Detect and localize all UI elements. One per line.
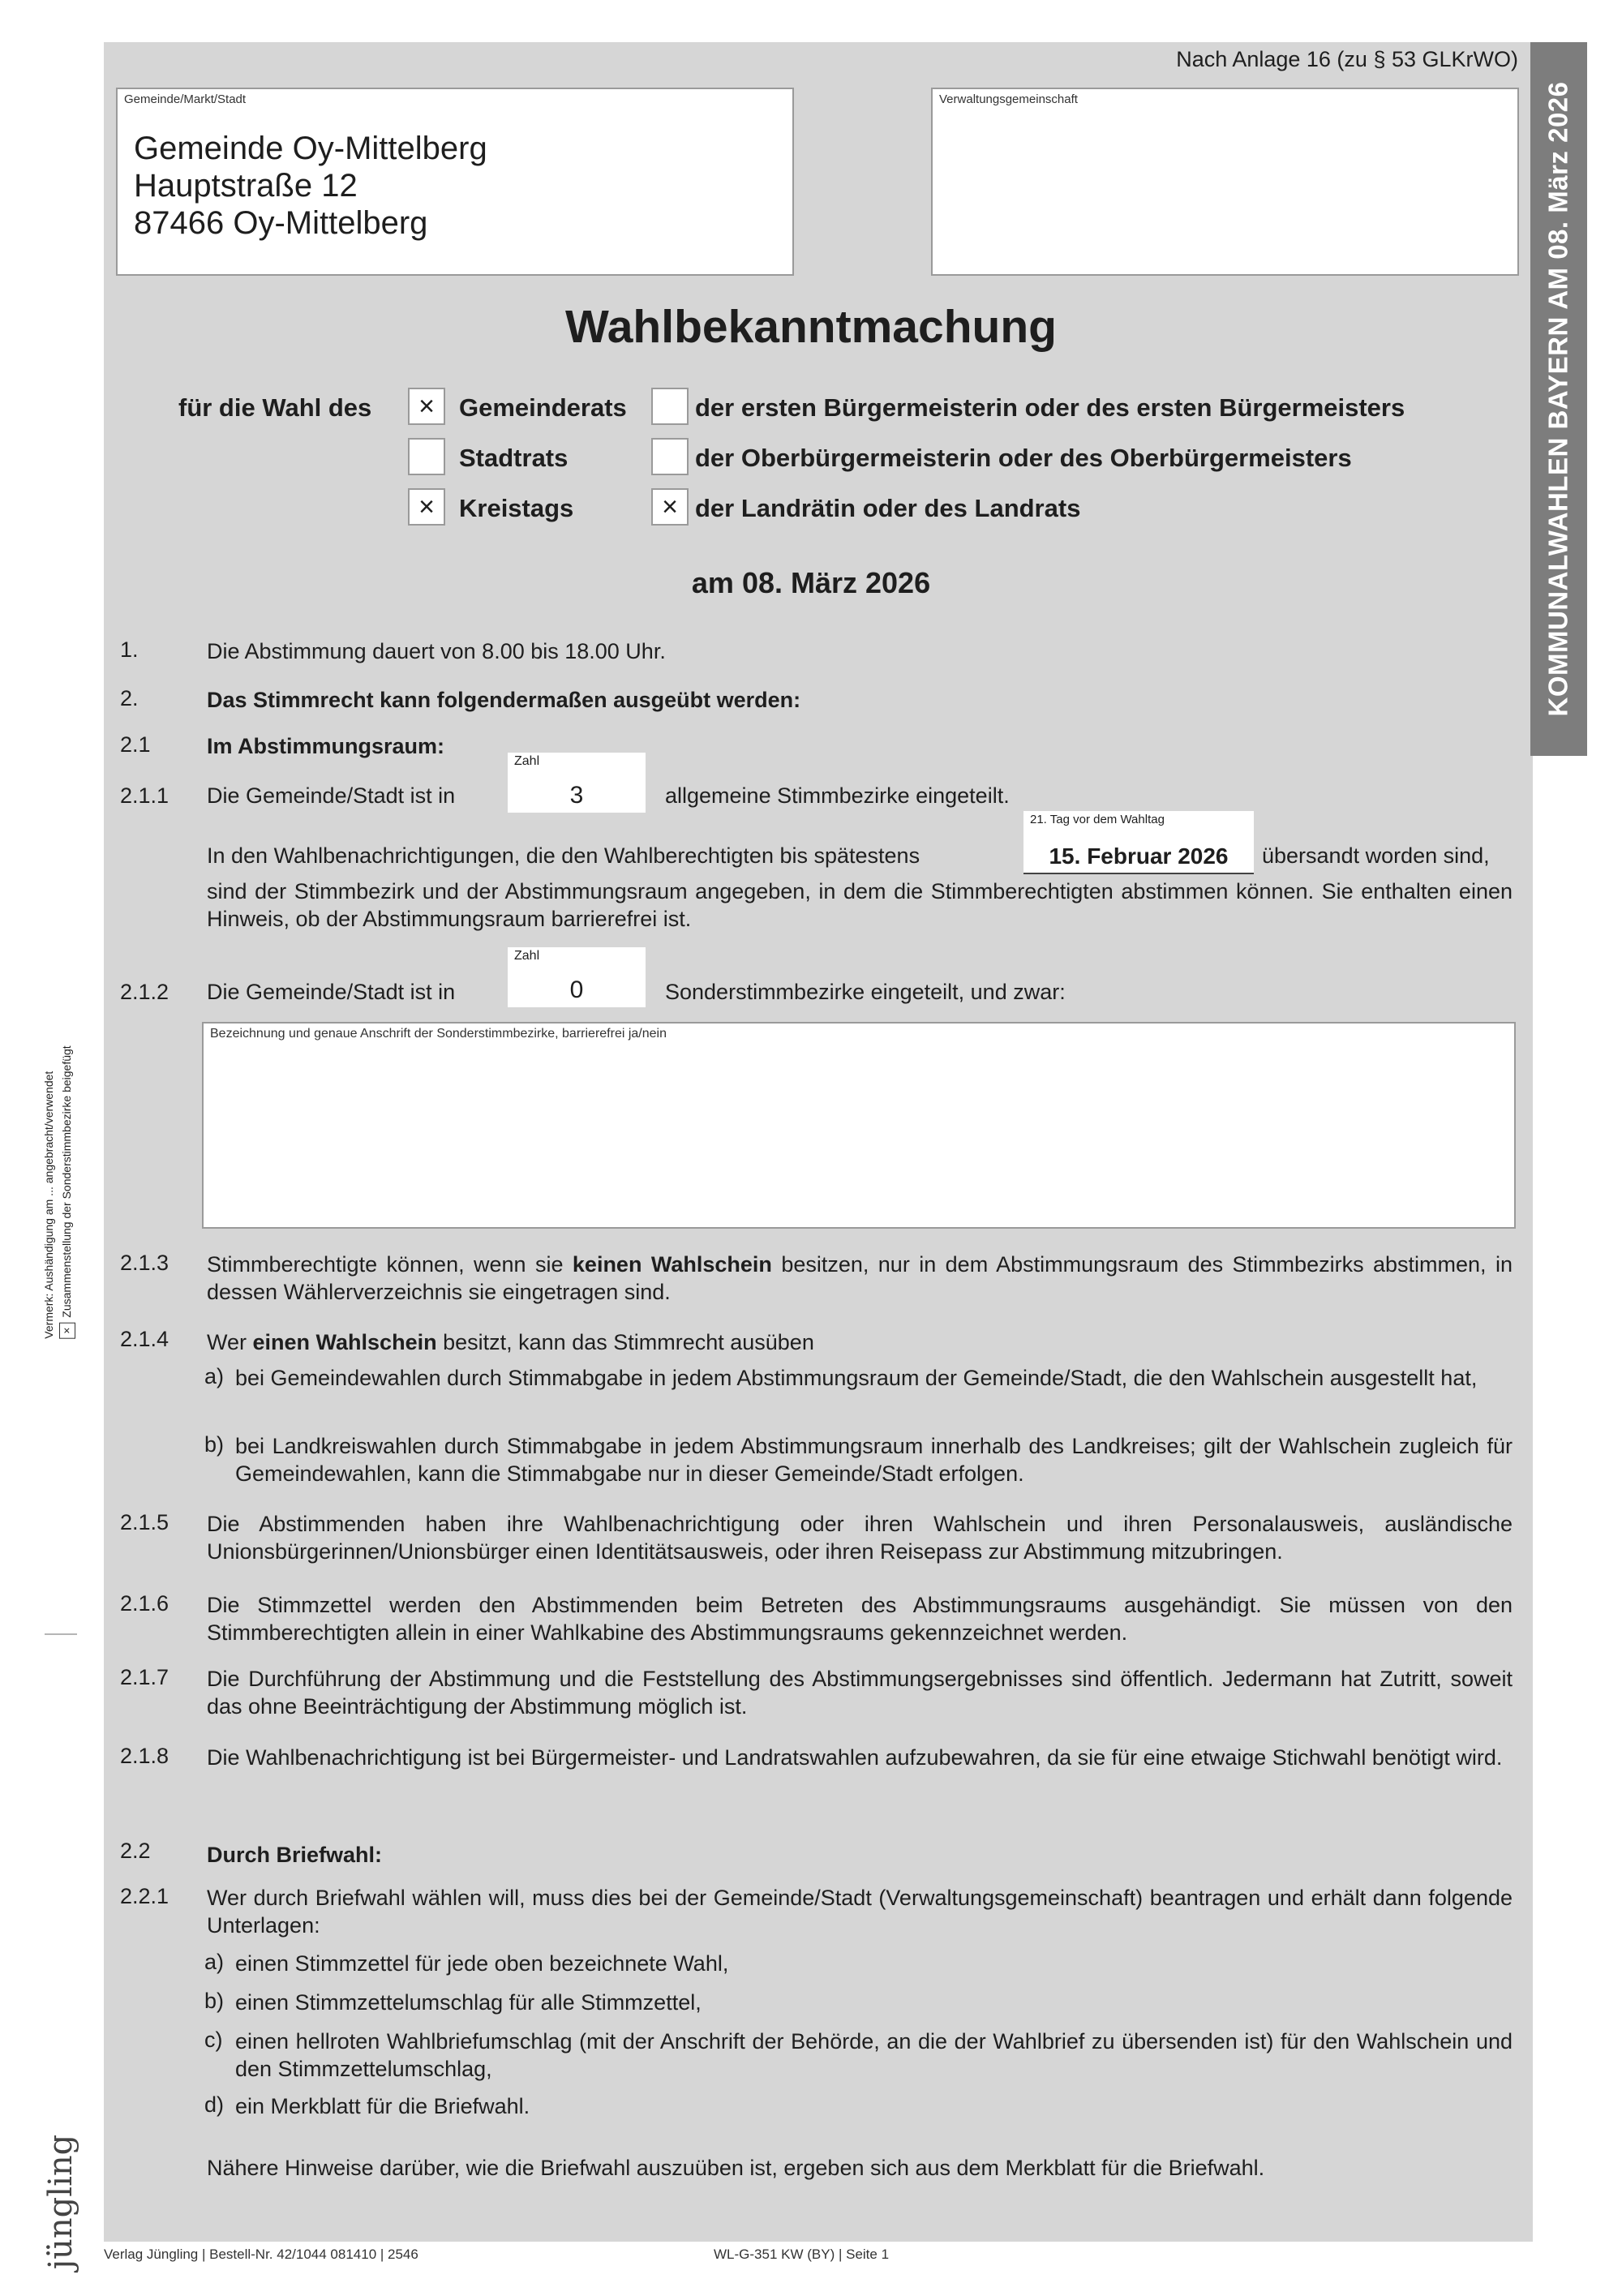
section-2-2-1-b-label: b): [204, 1989, 225, 2013]
section-2-1-6-text: Die Stimmzettel werden den Abstimmenden beim Betreten des Abstimmungsraums ausgehändigt. Sie müssen von den Stimmberechtigten allein in einer Wahlkabine des Abstimmungsraums gekennzeichnet werden.: [207, 1593, 1513, 1645]
section-2-1-3-part3: besitzen, nur in dem Abstimmungsraum des Stimmbezirks abstimmen, in dessen Wählerverzeichnis sie eingetragen sind.: [207, 1252, 1513, 1304]
footer-form-id: WL-G-351 KW (BY) | Seite 1: [714, 2247, 890, 2262]
section-2-1-4-number: 2.1.4: [120, 1327, 169, 1351]
section-2-1-3-number: 2.1.3: [120, 1251, 169, 1275]
notification-deadline-field[interactable]: [1023, 811, 1254, 874]
checkbox-oberbuergermeister[interactable]: [651, 438, 689, 475]
section-2-number: 2.: [120, 686, 139, 710]
section-2-1-4-part3: besitzt, kann das Stimmrecht ausüben: [443, 1330, 814, 1354]
notification-text-prefix: In den Wahlbenachrichtigungen, die den Wahlberechtigten bis spätestens: [207, 843, 920, 868]
section-2-1-number: 2.1: [120, 732, 151, 757]
section-2-1-1-number: 2.1.1: [120, 783, 169, 808]
special-district-box-label: Bezeichnung und genaue Anschrift der Sonderstimmbezirke, barrierefrei ja/nein: [210, 1027, 667, 1041]
admin-community-box: [931, 88, 1519, 276]
notification-text-suffix: übersandt worden sind,: [1262, 843, 1490, 868]
address-line-2: Hauptstraße 12: [134, 168, 358, 204]
notification-deadline-value: 15. Februar 2026: [1049, 843, 1229, 869]
section-2-1-4-a-text: bei Gemeindewahlen durch Stimmabgabe in jedem Abstimmungsraum der Gemeinde/Stadt, die den Wahlschein ausgestellt hat,: [235, 1366, 1478, 1390]
section-2-2-1-c-text: einen hellroten Wahlbriefumschlag (mit der Anschrift der Behörde, an die der Wahlbrief zu übersenden ist) für den Wahlschein und den Stimmzettelumschlag,: [235, 2029, 1513, 2081]
section-2-1-4-b-text: bei Landkreiswahlen durch Stimmabgabe in jedem Abstimmungsraum innerhalb des Landkreises; gilt der Wahlschein zugleich für Gemeindewahlen, kann die Stimmabgabe nur in dieser Gemeinde/Stadt erfolgen.: [235, 1434, 1513, 1486]
publisher-logo-text: jüngling: [42, 2134, 79, 2270]
section-2-1-6-number: 2.1.6: [120, 1591, 169, 1616]
label-landrat: der Landrätin oder des Landrats: [695, 494, 1081, 522]
left-note-line-2: [58, 1045, 75, 1338]
section-2-1-3-emphasis: keinen Wahlschein: [572, 1252, 772, 1277]
section-2-1-text: Im Abstimmungsraum:: [207, 734, 445, 758]
special-district-prefix: Die Gemeinde/Stadt ist in: [207, 980, 456, 1004]
notification-text-rest: sind der Stimmbezirk und der Abstimmungsraum angegeben, in dem die Stimmberechtigten abstimmen können. Sie enthalten einen Hinweis, ob der Abstimmungsraum barrierefrei ist.: [207, 879, 1513, 931]
side-banner: [1530, 42, 1587, 756]
section-2-1-3-part1: Stimmberechtigte können, wenn sie: [207, 1252, 564, 1277]
district-count-label: Zahl: [514, 754, 540, 768]
municipality-box: [116, 88, 794, 276]
left-margin-note: [31, 961, 84, 1423]
district-count-suffix: allgemeine Stimmbezirke eingeteilt.: [665, 783, 1010, 808]
election-date: am 08. März 2026: [691, 566, 931, 599]
left-note-line-1: Vermerk: Aushändigung am ... angebracht/verwendet: [41, 1071, 55, 1339]
checkbox-stadtrat[interactable]: [408, 438, 445, 475]
section-2-1-4-part1: Wer: [207, 1330, 247, 1354]
section-2-1-2-number: 2.1.2: [120, 980, 169, 1004]
special-district-count-label: Zahl: [514, 949, 540, 963]
section-2-2-1-d-text: ein Merkblatt für die Briefwahl.: [235, 2094, 530, 2118]
section-2-1-5-number: 2.1.5: [120, 1510, 169, 1534]
notification-deadline-label: 21. Tag vor dem Wahltag: [1030, 813, 1165, 826]
section-1-number: 1.: [120, 637, 139, 662]
left-margin-note-text: [40, 1045, 75, 1338]
label-gemeinderat: Gemeinderats: [459, 393, 627, 422]
checkbox-kreistag[interactable]: ×: [408, 488, 445, 526]
section-2-1-5-text: Die Abstimmenden haben ihre Wahlbenachrichtigung oder ihren Wahlschein und ihren Personalausweis, ausländische Unionsbürgerinnen/Unionsbürger einen Identitätsausweis, oder ihren Reisepass zur Abstimmung mitzubringen.: [207, 1512, 1513, 1564]
side-banner-text: KOMMUNALWAHLEN BAYERN AM 08. März 2026: [1543, 81, 1573, 717]
section-2-1-8-text: Die Wahlbenachrichtigung ist bei Bürgermeister- und Landratswahlen aufzubewahren, da sie für eine etwaige Stichwahl benötigt wird.: [207, 1745, 1503, 1770]
document-title: Wahlbekanntmachung: [565, 301, 1057, 353]
section-2-2-text: Durch Briefwahl:: [207, 1843, 383, 1867]
section-2-text: Das Stimmrecht kann folgendermaßen ausgeübt werden:: [207, 688, 801, 712]
annex-reference: Nach Anlage 16 (zu § 53 GLKrWO): [1176, 47, 1518, 71]
special-district-suffix: Sonderstimmbezirke eingeteilt, und zwar:: [665, 980, 1066, 1004]
district-count-prefix: Die Gemeinde/Stadt ist in: [207, 783, 456, 808]
section-2-2-1-number: 2.2.1: [120, 1884, 169, 1908]
section-2-1-8-number: 2.1.8: [120, 1744, 169, 1768]
section-2-1-4-b-label: b): [204, 1432, 225, 1457]
footer-publisher: Verlag Jüngling | Bestell-Nr. 42/1044 081410 | 2546: [104, 2247, 418, 2262]
label-stadtrat: Stadtrats: [459, 444, 569, 472]
section-2-1-4-emphasis: einen Wahlschein: [252, 1330, 437, 1354]
section-2-2-1-c-label: c): [204, 2028, 223, 2052]
checkbox-gemeinderat[interactable]: ×: [408, 388, 445, 425]
section-2-1-4-a-label: a): [204, 1364, 225, 1388]
special-district-box[interactable]: [202, 1022, 1516, 1229]
section-2-1-7-text: Die Durchführung der Abstimmung und die Feststellung des Abstimmungsergebnisses sind öffentlich. Jedermann hat Zutritt, soweit das ohne Beeinträchtigung der Abstimmung möglich ist.: [207, 1667, 1513, 1719]
label-oberbuergermeister: der Oberbürgermeisterin oder des Oberbürgermeisters: [695, 444, 1352, 472]
left-note-line-2-text: Zusammenstellung der Sonderstimmbezirke beigefügt: [59, 1045, 73, 1318]
checkbox-landrat[interactable]: ×: [651, 488, 689, 526]
section-2-2-1-text: Wer durch Briefwahl wählen will, muss dies bei der Gemeinde/Stadt (Verwaltungsgemeinschaft) beantragen und erhält dann folgende Unterlagen:: [207, 1886, 1513, 1938]
section-2-2-number: 2.2: [120, 1839, 151, 1863]
section-2-1-7-number: 2.1.7: [120, 1665, 169, 1689]
section-2-2-1-d-label: d): [204, 2092, 225, 2117]
margin-tick: [45, 1633, 77, 1635]
election-intro: für die Wahl des: [178, 393, 372, 422]
left-note-checkbox[interactable]: ×: [59, 1323, 75, 1339]
publisher-logo: [32, 2133, 89, 2271]
address-line-1: Gemeinde Oy-Mittelberg: [134, 131, 487, 166]
district-count-value: 3: [569, 782, 584, 809]
section-2-2-1-b-text: einen Stimmzettelumschlag für alle Stimmzettel,: [235, 1990, 702, 2015]
district-count-field[interactable]: [508, 753, 646, 813]
checkbox-buergermeister[interactable]: [651, 388, 689, 425]
label-kreistag: Kreistags: [459, 494, 574, 522]
special-district-count-field[interactable]: [508, 947, 646, 1007]
section-2-1-4-text: [207, 1328, 1513, 1356]
municipality-label: Gemeinde/Markt/Stadt: [124, 92, 247, 106]
section-2-2-1-a-label: a): [204, 1950, 225, 1974]
municipality-address: [134, 130, 487, 242]
briefwahl-note: Nähere Hinweise darüber, wie die Briefwahl auszuüben ist, ergeben sich aus dem Merkblatt für die Briefwahl.: [207, 2156, 1265, 2180]
address-line-3: 87466 Oy-Mittelberg: [134, 205, 428, 241]
section-2-2-1-a-text: einen Stimmzettel für jede oben bezeichnete Wahl,: [235, 1951, 729, 1976]
label-buergermeister: der ersten Bürgermeisterin oder des ersten Bürgermeisters: [695, 393, 1405, 422]
section-1-text: Die Abstimmung dauert von 8.00 bis 18.00 Uhr.: [207, 639, 666, 663]
admin-community-label: Verwaltungsgemeinschaft: [939, 92, 1078, 106]
section-2-1-3-text: [207, 1251, 1513, 1306]
special-district-count-value: 0: [569, 976, 584, 1003]
